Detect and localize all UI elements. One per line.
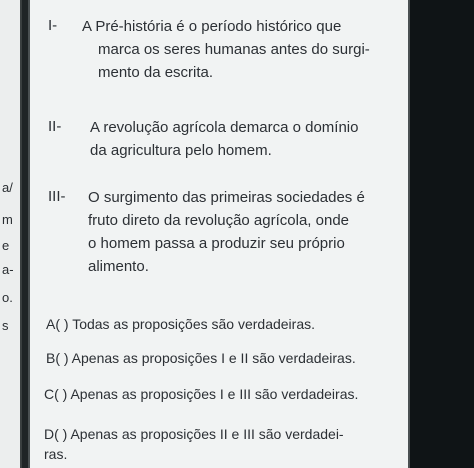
option-d-continuation: ras. xyxy=(44,446,68,462)
proposition-number: I- xyxy=(48,17,58,34)
option-b[interactable]: B( ) Apenas as proposições I e II são verdadeiras. xyxy=(46,350,356,366)
option-c[interactable]: C( ) Apenas as proposições I e III são verdadeiras. xyxy=(44,386,359,402)
proposition-line: marca os seres humanas antes do surgi- xyxy=(98,41,370,58)
proposition-i xyxy=(82,15,370,84)
margin-text: o. xyxy=(2,290,13,305)
proposition-line: da agricultura pelo homem. xyxy=(90,142,272,159)
background-edge xyxy=(410,0,474,468)
proposition-line: O surgimento das primeiras sociedades é xyxy=(88,189,365,206)
proposition-line: A Pré-história é o período histórico que xyxy=(82,18,342,35)
margin-text: a- xyxy=(2,262,14,277)
option-d-line: D( ) Apenas as proposições II e III são verdadei- xyxy=(44,426,344,442)
worksheet-page xyxy=(28,0,410,468)
proposition-line: fruto direto da revolução agrícola, onde xyxy=(88,212,349,229)
proposition-line: o homem passa a produzir seu próprio xyxy=(88,235,345,252)
proposition-ii xyxy=(90,116,358,162)
option-a[interactable]: A( ) Todas as proposições são verdadeiras. xyxy=(46,316,315,332)
margin-text: a/ xyxy=(2,180,13,195)
adjacent-page-edge xyxy=(0,0,22,468)
margin-text: s xyxy=(2,318,9,333)
proposition-line: mento da escrita. xyxy=(98,64,214,81)
proposition-line: alimento. xyxy=(88,258,149,275)
proposition-line: A revolução agrícola demarca o domínio xyxy=(90,119,359,136)
proposition-number: II- xyxy=(48,118,62,135)
option-d[interactable] xyxy=(44,424,344,464)
proposition-number: III- xyxy=(48,188,66,205)
proposition-iii xyxy=(88,186,365,278)
margin-text: m xyxy=(2,212,13,227)
margin-text: e xyxy=(2,238,10,253)
